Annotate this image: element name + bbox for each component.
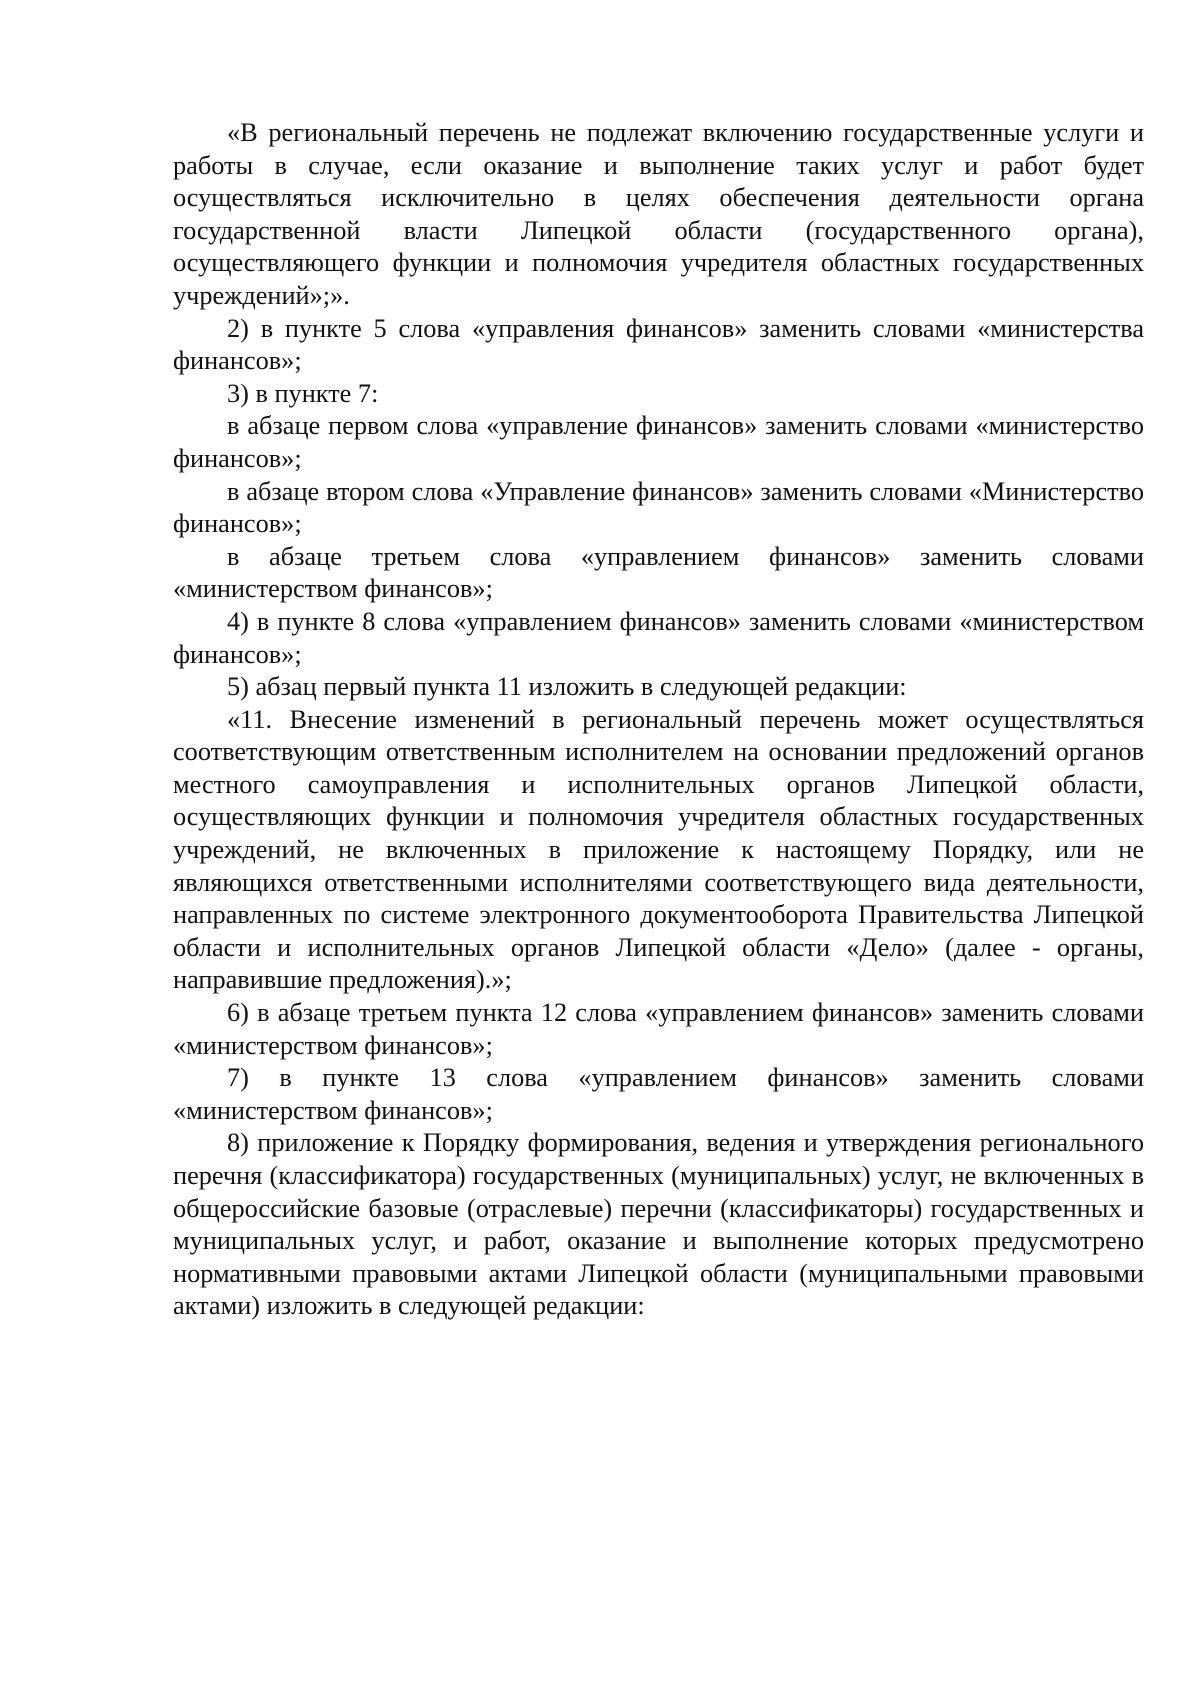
paragraph-item-6: 6) в абзаце третьем пункта 12 слова «управлением финансов» заменить словами «министерством финансов»;: [173, 998, 1144, 1060]
paragraph-item-5: 5) абзац первый пункта 11 изложить в следующей редакции:: [227, 672, 907, 702]
paragraph-regional-list-exclusion: «В региональный перечень не подлежат включению государственные услуги и работы в случае, если оказание и выполнение таких услуг и работ будет осуществляться исключительно в целях обеспечения деятельности органа государственной власти Липецкой области (государственного органа), осуществляющего функции и полномочия учредителя областных государственных учреждений»;».: [173, 118, 1144, 310]
document-body: [173, 117, 1144, 1323]
paragraph-item-3: 3) в пункте 7:: [227, 378, 379, 408]
paragraph-item-4: 4) в пункте 8 слова «управлением финансов» заменить словами «министерством финансов»;: [173, 606, 1144, 669]
paragraph-item-3-third-abzac: в абзаце третьем слова «управлением финансов» заменить словами «министерством финансов»;: [173, 541, 1144, 604]
paragraph-item-7: 7) в пункте 13 слова «управлением финансов» заменить словами «министерством финансов»;: [173, 1063, 1144, 1125]
paragraph-item-2: 2) в пункте 5 слова «управления финансов» заменить словами «министерства финансов»;: [173, 313, 1144, 376]
paragraph-point-11-text: «11. Внесение изменений в региональный перечень может осуществляться соответствующим ответственным исполнителем на основании предложений органов местного самоуправления и исполнительных органов Липецкой области, осуществляющих функции и полномочия учредителя областных государственных учреждений, не включенных в приложение к настоящему Порядку, или не являющихся ответственными исполнителями соответствующего вида деятельности, направленных по системе электронного документооборота Правительства Липецкой области и исполнительных органов Липецкой области «Дело» (далее - органы, направившие предложения).»;: [173, 704, 1144, 995]
paragraph-item-8: 8) приложение к Порядку формирования, ведения и утверждения регионального перечня (классификатора) государственных (муниципальных) услуг, не включенных в общероссийские базовые (отраслевые) перечни (классификаторы) государственных и муниципальных услуг, и работ, оказание и выполнение которых предусмотрено нормативными правовыми актами Липецкой области (муниципальными правовыми актами) изложить в следующей редакции:: [173, 1128, 1144, 1321]
paragraph-item-3-first-abzac: в абзаце первом слова «управление финансов» заменить словами «министерство финансов»;: [173, 411, 1144, 473]
paragraph-item-3-second-abzac: в абзаце втором слова «Управление финансов» заменить словами «Министерство финансов»;: [173, 476, 1144, 539]
